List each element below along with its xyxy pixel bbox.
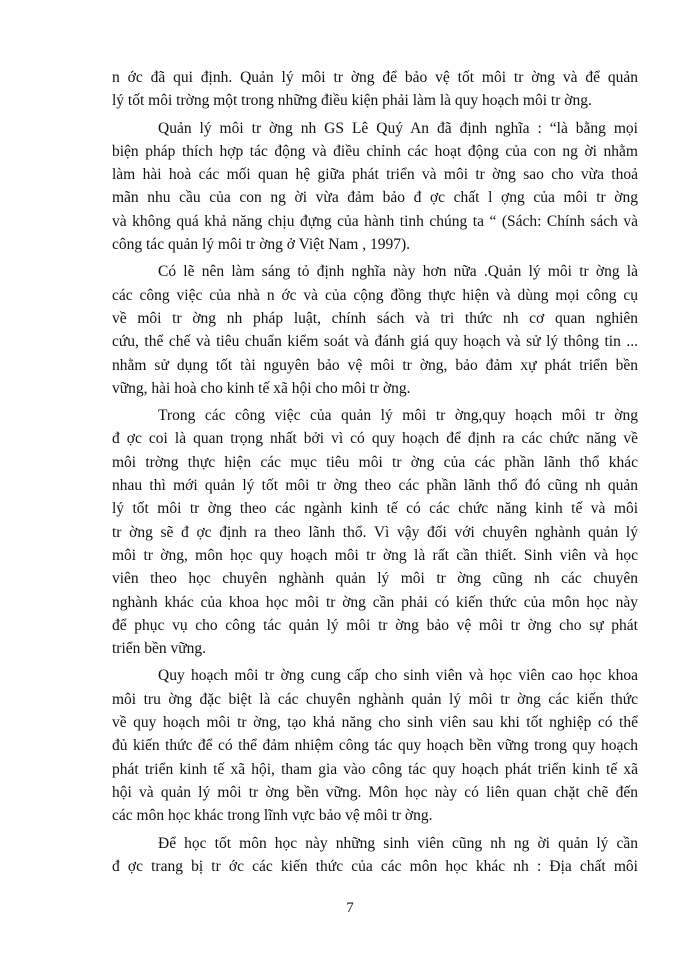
paragraph — [112, 832, 638, 879]
body-text — [112, 66, 638, 878]
paragraph — [112, 66, 638, 113]
text-line: về quy hoạch môi tr ờng, tạo khả năng cho sinh viên sau khi tốt nghiệp có thể — [112, 714, 638, 732]
text-line: nhằm sử dụng tốt tài nguyên bảo vệ môi tr ờng, bảo đảm xự phát triển bền — [112, 356, 638, 374]
text-line: mãn nhu cầu của con ng ời vừa đảm bảo đ ợc chất l ợng của môi tr ờng — [112, 189, 638, 207]
text-line: n ớc đã qui định. Quản lý môi tr ờng để bảo vệ tốt môi tr ờng và để quản — [112, 69, 638, 86]
text-line: Để học tốt môn học này những sinh viên cũng nh ng ời quản lý cần — [158, 834, 638, 852]
text-line: tr ờng sẽ đ ợc định ra theo lãnh thổ. Vì vậy đối với chuyên nghành quản lý — [112, 523, 638, 541]
text-line: Quản lý môi tr ờng nh GS Lê Quý An đã định nghĩa : “là bằng mọi — [158, 119, 638, 137]
paragraph — [112, 117, 638, 257]
text-line: các công việc của nhà n ớc và của cộng đồng thực hiện và dùng mọi công cụ — [112, 286, 638, 304]
text-line: để phục vụ cho công tác quản lý môi tr ờng bảo vệ môi tr ờng cho sự phát — [112, 616, 638, 634]
text-line: môi tru ờng đặc biệt là các chuyên nghành quản lý môi tr ờng các kiến thức — [112, 690, 638, 708]
text-line: đủ kiến thức để có thể đảm nhiệm công tác quy hoạch bền vững trong quy hoạch — [112, 737, 638, 755]
text-line: Có lẽ nên làm sáng tỏ định nghĩa này hơn nữa .Quản lý môi tr ờng là — [158, 263, 638, 281]
paragraph — [112, 260, 638, 400]
text-line: nhau thì mới quản lý tốt môi tr ờng theo các phần lãnh thổ đó cũng nh quản — [112, 477, 638, 495]
text-line: Quy hoạch môi tr ờng cung cấp cho sinh viên và học viên cao học khoa — [158, 667, 638, 685]
page-number: 7 — [346, 900, 354, 916]
text-line: vững, hài hoà cho kinh tế xã hội cho môi tr ờng. — [112, 379, 411, 397]
text-line: đ ợc coi là quan trọng nhất bởi vì có quy hoạch để định ra các chức năng về — [112, 430, 638, 448]
text-line: hội và quản lý môi tr ờng bền vững. Môn học này có liên quan chặt chẽ đến — [112, 783, 638, 801]
text-line: nghành khác của khoa học môi tr ờng cần phải có kiến thức của môn học này — [112, 593, 638, 611]
text-line: làm hài hoà các mối quan hệ giữa phát triển và môi tr ờng sao cho vừa thoả — [112, 166, 638, 184]
paragraph — [112, 404, 638, 660]
text-line: môi trờng thực hiện các mục tiêu môi tr ờng của các phần lãnh thổ khác — [112, 453, 638, 471]
text-line: đ ợc trang bị tr ớc các kiến thức của các môn học khác nh : Địa chất môi — [112, 857, 638, 875]
text-line: và không quá khả năng chịu đựng của hành tinh chúng ta “ (Sách: Chính sách và — [112, 212, 638, 230]
text-line: viên theo học chuyên nghành quản lý môi tr ờng cũng nh các chuyên — [112, 570, 638, 588]
text-line: về môi tr ờng nh pháp luật, chính sách và tri thức nh cơ quan nghiên — [112, 309, 638, 327]
text-line: phát triển kinh tế xã hội, tham gia vào công tác quy hoạch phát triển kinh tế xã — [112, 760, 638, 778]
text-line: lý tốt môi trờng một trong những điều kiện phải làm là quy hoạch môi tr ờng. — [112, 92, 592, 110]
text-line: biện pháp thích hợp tác động và điều chỉnh các hoạt động của con ng ời nhằm — [112, 142, 638, 160]
text-line: lý tốt môi tr ờng theo các ngành kinh tế có các chức năng kinh tế và môi — [112, 500, 638, 518]
text-line: các môn học khác trong lĩnh vực bảo vệ môi tr ờng. — [112, 807, 433, 825]
text-line: môi tr ờng, môn học quy hoạch môi tr ờng là rất cần thiết. Sinh viên và học — [112, 546, 638, 564]
text-line: Trong các công việc của quản lý môi tr ờng,quy hoạch môi tr ờng — [158, 407, 638, 425]
text-line: cứu, thể chế và tiêu chuẩn kiểm soát và đánh giá quy hoạch và sử lý thông tin ... — [112, 333, 638, 351]
text-line: công tác quản lý môi tr ờng ở Việt Nam , 1997). — [112, 236, 410, 254]
paragraph — [112, 664, 638, 827]
text-line: triển bền vững. — [112, 640, 207, 658]
